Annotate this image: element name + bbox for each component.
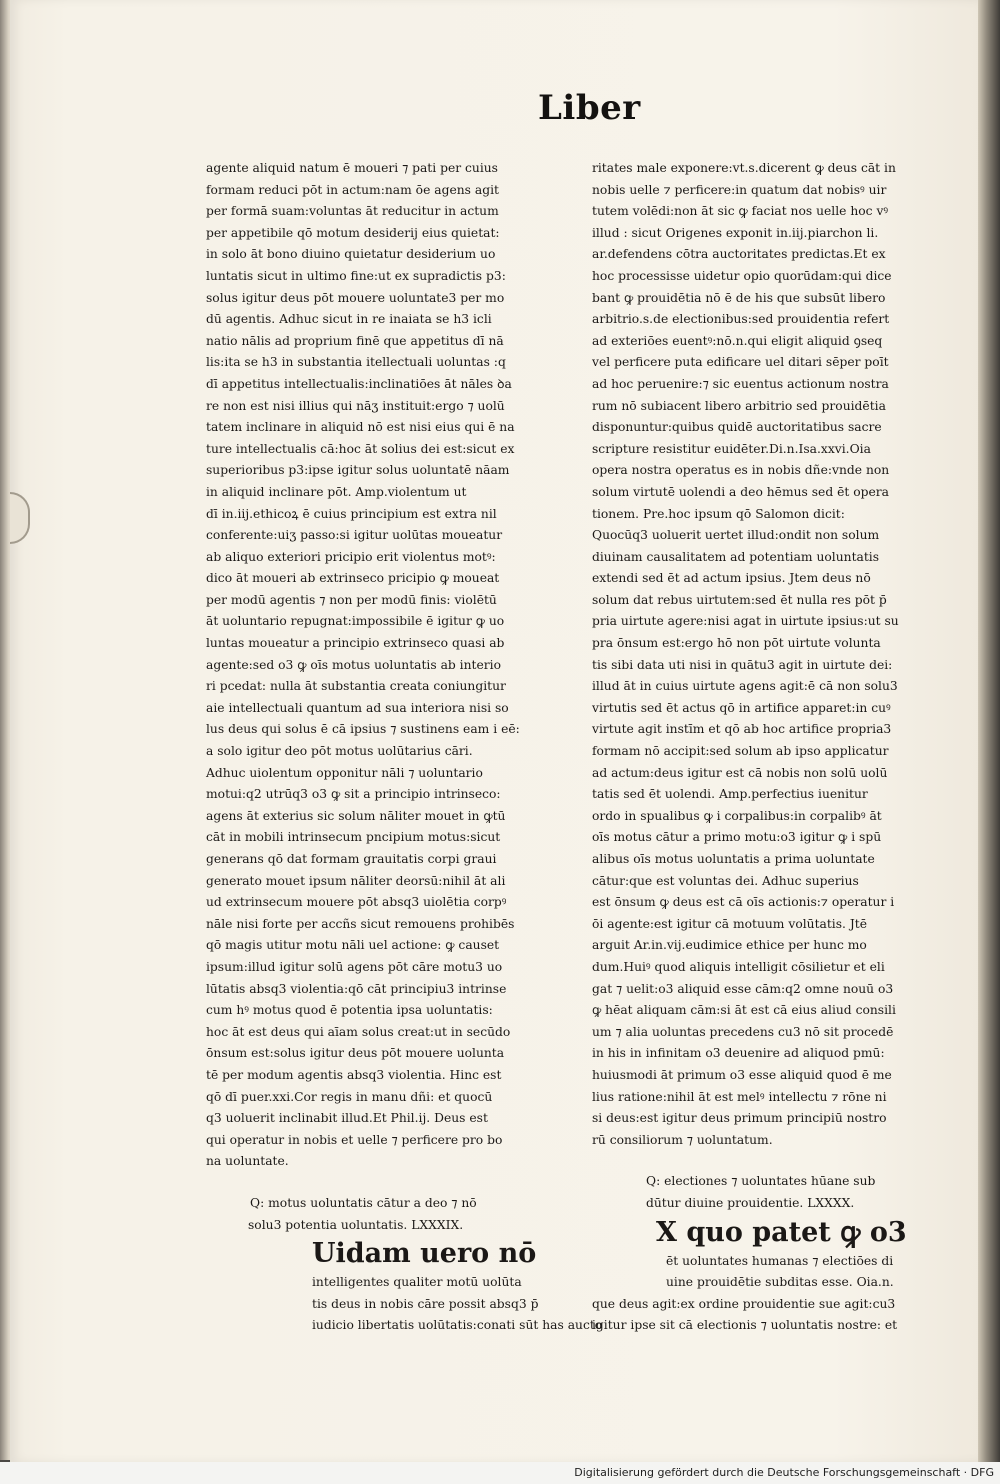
- text-line: um ⁊ alia uoluntas precedens cu3 nō sit procedē: [592, 1024, 894, 1039]
- text-line: lius ratione:nihil āt est melꝰ intellectu ⁊ rōne ni: [592, 1089, 887, 1104]
- right-body-text: [592, 158, 938, 1151]
- text-line: q3 uoluerit inclinabit illud.Et Phil.ij. Deus est: [206, 1111, 488, 1126]
- text-line: ab aliquo exteriori pricipio erit violentus motꝰ:: [206, 549, 496, 564]
- text-line: agente aliquid natum ē moueri ⁊ pati per cuius: [206, 161, 498, 175]
- text-line: gat ⁊ uelit:o3 aliquid esse cām:q2 omne nouū o3: [592, 981, 894, 996]
- left-text-column: [206, 158, 603, 1337]
- text-line: qui operatur in nobis et uelle ⁊ perficere pro bo: [206, 1132, 503, 1147]
- text-line: rū consiliorum ⁊ uoluntatum.: [592, 1132, 773, 1147]
- text-line: tionem. Pre.hoc ipsum qō Salomon dicit:: [592, 506, 845, 521]
- text-line: generato mouet ipsum nāliter deorsū:nihil āt ali: [206, 873, 506, 888]
- text-line: dū agentis. Adhuc sicut in re inaiata se h3 icli: [206, 312, 492, 327]
- text-line: na uoluntate.: [206, 1154, 289, 1169]
- text-line: dī in.iij.ethicoꝝ ē cuius principium est extra nil: [206, 506, 497, 521]
- text-line: in his in infinitam o3 deuenire ad aliquod pmū:: [592, 1046, 885, 1061]
- chapter-90-heading-line-1: Q: electiones ⁊ uoluntates hūane sub: [646, 1174, 876, 1189]
- text-line: hoc āt est deus qui aīam solus creat:ut in secūdo: [206, 1024, 511, 1039]
- text-line: solus igitur deus pōt mouere uoluntate3 per mo: [206, 290, 505, 305]
- text-line: ri pcedat: nulla āt substantia creata coniungitur: [206, 679, 506, 694]
- text-line: disponuntur:quibus quidē auctoritatibus sacre: [592, 420, 882, 435]
- page-clip: [10, 492, 30, 544]
- text-line: agens āt exterius sic solum nāliter mouet in ꝙtū: [206, 808, 506, 823]
- text-line: per modū agentis ⁊ non per modū finis: violētū: [206, 592, 497, 607]
- text-line: aie intellectuali quantum ad sua interiora nisi so: [206, 700, 509, 715]
- page-running-title: Liber: [538, 88, 641, 128]
- text-line: alibus oīs motus uoluntatis a prima uoluntate: [592, 852, 875, 866]
- text-line: re non est nisi illius qui nāʒ instituit:ergo ⁊ uolū: [206, 398, 505, 413]
- text-line: nāle nisi forte per accñs sicut remouens prohibēs: [206, 916, 515, 931]
- text-line: natio nālis ad proprium finē que appetitus dī nā: [206, 333, 504, 348]
- text-line: per formā suam:voluntas āt reducitur in actum: [206, 204, 499, 219]
- text-line: Adhuc uiolentum opponitur nāli ⁊ uoluntario: [206, 765, 483, 780]
- text-line: agente:sed o3 ꝙ oīs motus uoluntatis ab interio: [206, 657, 501, 672]
- text-line: ad exteriōes euentꝰ:nō.n.qui eligit aliquid ꝯseq: [592, 333, 883, 348]
- chapter-90-heading-line-2: dūtur diuine prouidentie. LXXXX.: [646, 1195, 855, 1210]
- text-line: a solo igitur deo pōt motus uolūtarius cāri.: [206, 744, 473, 759]
- text-line: cāt in mobili intrinsecum pncipium motus:sicut: [206, 830, 501, 845]
- text-line: ꝙ hēat aliquam cām:si āt est cā eius aliud consili: [592, 1003, 896, 1018]
- text-line: intelligentes qualiter motū uolūta: [312, 1275, 522, 1290]
- text-line: cum hꝰ motus quod ē potentia ipsa uoluntatis:: [206, 1003, 493, 1018]
- text-line: in aliquid inclinare pōt. Amp.violentum ut: [206, 484, 467, 499]
- text-line: per appetibile qō motum desiderij eius quietat:: [206, 225, 500, 240]
- text-line: dum.Huiꝰ quod aliquis intelligit cōsilietur et eli: [592, 959, 885, 974]
- text-line: tis sibi data uti nisi in quātu3 agit in uirtute dei:: [592, 657, 893, 672]
- funding-credit: Digitalisierung gefördert durch die Deutsche Forschungsgemeinschaft · DFG: [574, 1466, 994, 1479]
- text-line: āt uoluntario repugnat:impossibile ē igitur ꝙ uo: [206, 614, 505, 629]
- text-line: arguit Ar.in.vij.eudimice ethice per hunc mo: [592, 938, 867, 953]
- text-line: ēt uoluntates humanas ⁊ electiōes di: [666, 1253, 894, 1268]
- text-line: formam reduci pōt in actum:nam ōe agens agit: [206, 182, 499, 197]
- text-line: qō dī puer.xxi.Cor regis in manu dñi: et quocū: [206, 1089, 493, 1104]
- text-line: cātur:que est voluntas dei. Adhuc superius: [592, 873, 859, 888]
- text-line: ar.defendens cōtra auctoritates predictas.Et ex: [592, 247, 886, 262]
- text-line: solum virtutē uolendi a deo hēmus sed ēt opera: [592, 484, 890, 499]
- text-line: lis:ita se h3 in substantia itellectuali uoluntas :q: [206, 355, 506, 370]
- text-line: opera nostra operatus es in nobis dñe:vnde non: [592, 463, 890, 478]
- text-line: virtute agit instīm et qō ab hoc artifice propria3: [592, 722, 892, 737]
- chapter-89-heading-line-1: Q: motus uoluntatis cātur a deo ⁊ nō: [250, 1195, 477, 1210]
- text-line: Quocūq3 uoluerit uertet illud:ondit non solum: [592, 528, 880, 543]
- text-line: luntatis sicut in ultimo fine:ut ex supradictis p3:: [206, 268, 506, 283]
- text-line: conferente:uiʒ passo:si igitur uolūtas moueatur: [206, 528, 503, 543]
- text-line: oīs motus cātur a primo motu:o3 igitur ꝙ i spū: [592, 830, 882, 845]
- text-line: ordo in spualibus ꝙ i corpalibus:in corpalibꝰ āt: [592, 808, 882, 823]
- text-line: nobis uelle ⁊ perficere:in quatum dat nobisꝰ uir: [592, 182, 887, 197]
- text-line: bant ꝙ prouidētia nō ē de his que subsūt libero: [592, 290, 886, 305]
- text-line: tis deus in nobis cāre possit absq3 p̄: [312, 1296, 539, 1311]
- text-line: ipsum:illud igitur solū agens pōt cāre motu3 uo: [206, 959, 503, 974]
- text-line: generans qō dat formam grauitatis corpi graui: [206, 852, 497, 866]
- text-line: illud āt in cuius uirtute agens agit:ē cā non solu3: [592, 679, 898, 694]
- text-line: pra ōnsum est:ergo hō non pōt uirtute volunta: [592, 636, 881, 651]
- chapter-89-opening: Uidam uero nō: [312, 1238, 537, 1270]
- chapter-90-opening: X quo patet ꝙ o3: [656, 1216, 907, 1248]
- text-line: ture intellectualis cā:hoc āt solius dei est:sicut ex: [206, 441, 515, 456]
- text-line: arbitrio.s.de electionibus:sed prouidentia refert: [592, 312, 890, 327]
- text-line: qō magis utitur motu nāli uel actione: ꝙ causet: [206, 938, 500, 953]
- text-line: pria uirtute agere:nisi agat in uirtute ipsius:ut su: [592, 614, 899, 629]
- text-line: igitur ipse sit cā electionis ⁊ uoluntatis nostre: et: [592, 1318, 898, 1333]
- text-line: iudicio libertatis uolūtatis:conati sūt has aucto: [312, 1318, 603, 1333]
- text-line: ōnsum est:solus igitur deus pōt mouere uolunta: [206, 1046, 505, 1061]
- text-line: tē per modum agentis absq3 violentia. Hinc est: [206, 1067, 502, 1082]
- chapter-89-heading-line-2: solu3 potentia uoluntatis. LXXXIX.: [248, 1217, 464, 1232]
- text-line: motui:q2 utrūq3 o3 ꝙ sit a principio intrinseco:: [206, 787, 501, 802]
- text-line: tatis sed ēt uolendi. Amp.perfectius iuenitur: [592, 787, 868, 802]
- text-line: luntas moueatur a principio extrinseco quasi ab: [206, 636, 505, 651]
- text-line: est ōnsum ꝙ deus est cā oīs actionis:⁊ operatur i: [592, 895, 895, 910]
- text-line: hoc processisse uidetur opio quorūdam:qui dice: [592, 268, 892, 283]
- text-line: ōi agente:est igitur cā motuum volūtatis. Jtē: [592, 916, 867, 931]
- text-line: ritates male exponere:vt.s.dicerent ꝙ deus cāt in: [592, 161, 896, 175]
- text-line: ad hoc peruenire:⁊ sic euentus actionum nostra: [592, 376, 889, 391]
- text-line: tatem inclinare in aliquid nō est nisi eius qui ē na: [206, 420, 515, 435]
- text-line: extendi sed ēt ad actum ipsius. Jtem deus nō: [592, 571, 871, 586]
- text-line: ad actum:deus igitur est cā nobis non solū uolū: [592, 765, 888, 780]
- left-body-text: [206, 158, 556, 1173]
- text-line: vel perficere puta edificare uel ditari sēper poīt: [592, 355, 889, 370]
- text-line: formam nō accipit:sed solum ab ipso applicatur: [592, 744, 889, 759]
- chapter-89-text: [206, 1272, 603, 1337]
- footer-bar: [0, 1462, 1000, 1484]
- text-line: ud extrinsecum mouere pōt absq3 uiolētia corpꝰ: [206, 895, 507, 910]
- text-line: illud : sicut Origenes exponit in.iij.piarchon li.: [592, 225, 879, 240]
- text-line: uine prouidētie subditas esse. Oia.n.: [666, 1275, 894, 1290]
- chapter-90-text: [592, 1251, 938, 1337]
- text-line: diuinam causalitatem ad potentiam uoluntatis: [592, 549, 880, 564]
- page-fore-edge: [978, 0, 1000, 1462]
- text-line: si deus:est igitur deus primum principiū nostro: [592, 1111, 887, 1126]
- text-line: huiusmodi āt primum o3 esse aliquid quod ē me: [592, 1067, 892, 1082]
- text-line: scripture resistitur euidēter.Di.n.Isa.xxvi.Oia: [592, 441, 871, 456]
- text-line: solum dat rebus uirtutem:sed ēt nulla res pōt p̄: [592, 592, 887, 607]
- text-line: dico āt moueri ab extrinseco pricipio ꝙ moueat: [206, 571, 500, 586]
- text-line: virtutis sed ēt actus qō in artifice apparet:in cuꝰ: [592, 700, 891, 715]
- text-line: lus deus qui solus ē cā ipsius ⁊ sustinens eam i eē:: [206, 722, 520, 737]
- text-line: tutem volēdi:non āt sic ꝙ faciat nos uelle hoc vꝰ: [592, 204, 889, 219]
- text-line: superioribus p3:ipse igitur solus uoluntatē nāam: [206, 463, 510, 478]
- text-line: que deus agit:ex ordine prouidentie sue agit:cu3: [592, 1296, 896, 1311]
- text-line: in solo āt bono diuino quietatur desiderium uo: [206, 247, 496, 262]
- text-line: dī appetitus intellectualis:inclinatiōes āt nāles ꝺa: [206, 376, 512, 391]
- text-line: rum nō subiacent libero arbitrio sed prouidētia: [592, 398, 886, 413]
- text-line: lūtatis absq3 violentia:qō cāt principiu3 intrinse: [206, 981, 507, 996]
- right-text-column: [592, 158, 938, 1337]
- book-page: [10, 0, 981, 1462]
